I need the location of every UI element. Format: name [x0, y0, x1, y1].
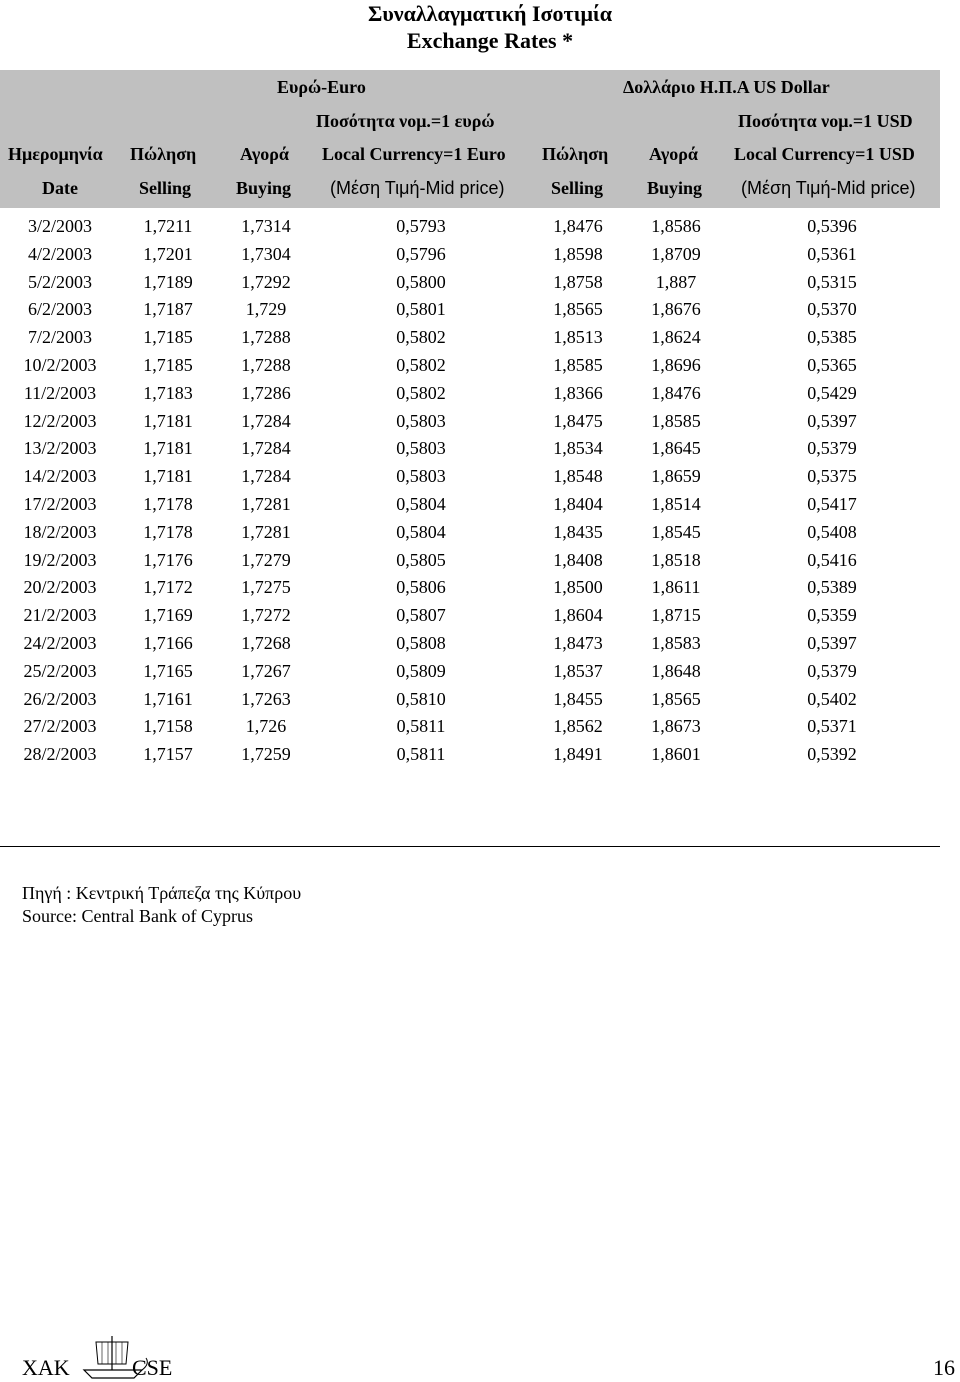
- euro-mid-price-cell: 0,5804: [396, 521, 446, 542]
- euro-mid-price-cell: 0,5793: [396, 216, 446, 236]
- euro-mid-price-cell: 0,5801: [396, 299, 446, 320]
- euro-mid-price-cell: 0,5809: [396, 660, 446, 681]
- usd-selling-cell: 1,8404: [553, 493, 603, 514]
- euro-buying-cell: 1,7279: [241, 549, 291, 570]
- euro-selling-cell: 1,7172: [143, 577, 193, 598]
- euro-mid-price-cell: 0,5808: [396, 632, 446, 653]
- table-row: [0, 435, 940, 463]
- euro-buying-cell: 1,7286: [241, 382, 291, 403]
- usd-buying-cell: 1,8514: [651, 493, 701, 514]
- euro-buying-cell: 1,726: [245, 716, 287, 737]
- euro-mid-price-cell: 0,5803: [396, 438, 446, 459]
- usd-selling-cell: 1,8758: [553, 271, 603, 292]
- usd-buying-cell: 1,8586: [651, 216, 701, 236]
- usd-mid-price-cell: 0,5389: [807, 577, 857, 598]
- euro-local-currency-header: Local Currency=1 Euro: [322, 144, 506, 164]
- usd-buying-cell: 1,8676: [651, 299, 701, 320]
- table-row: [0, 296, 940, 324]
- usd-buying-cell: 1,8518: [651, 549, 701, 570]
- euro-selling-cell: 1,7166: [143, 632, 193, 653]
- euro-mid-price-cell: 0,5803: [396, 466, 446, 487]
- page-title-greek: Συναλλαγματική Ισοτιμία: [367, 1, 613, 26]
- table-row: [0, 324, 940, 352]
- usd-selling-cell: 1,8473: [553, 632, 603, 653]
- date-header-greek: Ημερομηνία: [8, 144, 103, 164]
- date-cell: 6/2/2003: [27, 299, 93, 320]
- date-cell: 17/2/2003: [23, 493, 97, 514]
- usd-mid-price-cell: 0,5365: [807, 354, 857, 375]
- euro-selling-cell: 1,7181: [143, 410, 193, 431]
- date-cell: 13/2/2003: [23, 438, 97, 459]
- euro-buying-cell: 1,7259: [241, 744, 291, 765]
- usd-buying-cell: 1,8545: [651, 521, 701, 542]
- euro-buying-cell: 1,7263: [241, 688, 291, 709]
- usd-buying-cell: 1,8583: [651, 632, 701, 653]
- table-row: [0, 547, 940, 575]
- euro-mid-price-cell: 0,5804: [396, 493, 446, 514]
- date-cell: 10/2/2003: [23, 354, 97, 375]
- euro-selling-cell: 1,7165: [143, 660, 193, 681]
- usd-buying-cell: 1,8624: [651, 327, 701, 348]
- usd-buying-cell: 1,8715: [651, 605, 701, 626]
- usd-group-header: Δολλάριο Η.Π.Α US Dollar: [623, 77, 830, 97]
- table-row: [0, 602, 940, 630]
- usd-buying-cell: 1,8611: [651, 577, 701, 598]
- euro-selling-cell: 1,7187: [143, 299, 193, 320]
- usd-selling-cell: 1,8455: [553, 688, 603, 709]
- usd-buying-cell: 1,8645: [651, 438, 701, 459]
- source-english: Source: Central Bank of Cyprus: [22, 906, 253, 926]
- euro-mid-price-cell: 0,5811: [396, 744, 446, 765]
- euro-selling-cell: 1,7181: [143, 438, 193, 459]
- table-row: [0, 380, 940, 408]
- page-title-english: Exchange Rates *: [406, 28, 574, 53]
- euro-selling-cell: 1,7185: [143, 327, 193, 348]
- usd-mid-price-cell: 0,5375: [807, 466, 857, 487]
- usd-mid-price-cell: 0,5416: [807, 549, 857, 570]
- usd-mid-price-cell: 0,5396: [807, 216, 857, 236]
- euro-buying-cell: 1,7281: [241, 493, 291, 514]
- euro-selling-cell: 1,7157: [143, 744, 193, 765]
- euro-group-header: Ευρώ-Euro: [277, 77, 366, 97]
- date-cell: 28/2/2003: [23, 744, 97, 765]
- usd-selling-header-english: Selling: [551, 178, 604, 198]
- euro-selling-cell: 1,7211: [143, 216, 193, 236]
- date-cell: 19/2/2003: [23, 549, 97, 570]
- euro-mid-price-cell: 0,5806: [396, 577, 446, 598]
- euro-selling-cell: 1,7181: [143, 466, 193, 487]
- euro-mid-price-cell: 0,5802: [396, 382, 446, 403]
- date-cell: 14/2/2003: [23, 466, 97, 487]
- usd-mid-price-cell: 0,5385: [807, 327, 857, 348]
- usd-mid-price-cell: 0,5397: [807, 632, 857, 653]
- usd-mid-price-cell: 0,5371: [807, 716, 857, 737]
- euro-buying-header-english: Buying: [236, 178, 292, 198]
- usd-selling-cell: 1,8491: [553, 744, 603, 765]
- date-cell: 24/2/2003: [23, 632, 97, 653]
- euro-selling-cell: 1,7161: [143, 688, 193, 709]
- usd-mid-price-cell: 0,5392: [807, 744, 857, 765]
- euro-mid-price-cell: 0,5810: [396, 688, 446, 709]
- euro-selling-cell: 1,7176: [143, 549, 193, 570]
- usd-selling-cell: 1,8548: [553, 466, 603, 487]
- date-cell: 27/2/2003: [23, 716, 97, 737]
- usd-mid-price-cell: 0,5315: [807, 271, 857, 292]
- date-cell: 4/2/2003: [27, 243, 93, 264]
- euro-mid-price-cell: 0,5800: [396, 271, 446, 292]
- footnote-divider: [0, 846, 940, 847]
- date-cell: 25/2/2003: [23, 660, 97, 681]
- footer-logo-text-right: CSE: [132, 1355, 173, 1380]
- usd-mid-price-cell: 0,5359: [807, 605, 857, 626]
- usd-mid-price-cell: 0,5417: [807, 493, 857, 514]
- table-row: [0, 241, 940, 269]
- usd-selling-cell: 1,8534: [553, 438, 603, 459]
- date-cell: 7/2/2003: [27, 327, 93, 348]
- date-cell: 20/2/2003: [23, 577, 97, 598]
- source-greek: Πηγή : Κεντρική Τράπεζα της Κύπρου: [22, 883, 302, 903]
- euro-selling-cell: 1,7169: [143, 605, 193, 626]
- euro-mid-price-cell: 0,5811: [396, 716, 446, 737]
- table-row: [0, 741, 940, 769]
- euro-buying-cell: 1,7284: [241, 410, 291, 431]
- usd-mid-price-header: (Μέση Τιμή-Mid price): [741, 178, 916, 198]
- table-row: [0, 463, 940, 491]
- date-cell: 18/2/2003: [23, 521, 97, 542]
- table-row: [0, 630, 940, 658]
- usd-mid-price-cell: 0,5408: [807, 521, 857, 542]
- usd-selling-cell: 1,8435: [553, 521, 603, 542]
- usd-local-currency-header: Local Currency=1 USD: [734, 144, 915, 164]
- usd-selling-cell: 1,8500: [553, 577, 603, 598]
- page-number: 16: [933, 1355, 955, 1380]
- usd-mid-price-cell: 0,5402: [807, 688, 857, 709]
- table-row: [0, 574, 940, 602]
- euro-mid-price-cell: 0,5802: [396, 327, 446, 348]
- table-row: [0, 713, 940, 741]
- table-row: [0, 269, 940, 297]
- euro-selling-cell: 1,7189: [143, 271, 193, 292]
- date-cell: 21/2/2003: [23, 605, 97, 626]
- table-row: [0, 352, 940, 380]
- euro-buying-cell: 1,7284: [241, 466, 291, 487]
- date-cell: 11/2/2003: [23, 382, 97, 403]
- euro-buying-cell: 1,7284: [241, 438, 291, 459]
- euro-buying-cell: 1,7272: [241, 605, 291, 626]
- usd-buying-cell: 1,8696: [651, 354, 701, 375]
- usd-unit-label: Ποσότητα νομ.=1 USD: [738, 111, 913, 131]
- usd-buying-cell: 1,8648: [651, 660, 701, 681]
- euro-buying-cell: 1,7292: [241, 271, 291, 292]
- usd-selling-cell: 1,8565: [553, 299, 603, 320]
- usd-buying-cell: 1,887: [655, 271, 697, 292]
- usd-selling-cell: 1,8366: [553, 382, 603, 403]
- footer-logo-text-left: XAK: [22, 1355, 70, 1380]
- date-cell: 5/2/2003: [27, 271, 93, 292]
- euro-mid-price-cell: 0,5796: [396, 243, 446, 264]
- usd-mid-price-cell: 0,5361: [807, 243, 857, 264]
- usd-buying-cell: 1,8659: [651, 466, 701, 487]
- euro-buying-header-greek: Αγορά: [240, 144, 289, 164]
- usd-buying-cell: 1,8673: [651, 716, 701, 737]
- usd-selling-cell: 1,8585: [553, 354, 603, 375]
- euro-mid-price-cell: 0,5805: [396, 549, 446, 570]
- usd-selling-cell: 1,8476: [553, 216, 603, 236]
- euro-buying-cell: 1,7304: [241, 243, 291, 264]
- euro-buying-cell: 1,7288: [241, 327, 291, 348]
- usd-selling-cell: 1,8475: [553, 410, 603, 431]
- euro-buying-cell: 1,7314: [241, 216, 291, 236]
- euro-buying-cell: 1,7268: [241, 632, 291, 653]
- euro-buying-cell: 1,7281: [241, 521, 291, 542]
- euro-mid-price-cell: 0,5802: [396, 354, 446, 375]
- euro-selling-cell: 1,7183: [143, 382, 193, 403]
- usd-buying-cell: 1,8585: [651, 410, 701, 431]
- usd-selling-cell: 1,8604: [553, 605, 603, 626]
- euro-selling-header-english: Selling: [139, 178, 192, 198]
- euro-selling-cell: 1,7201: [143, 243, 193, 264]
- usd-buying-cell: 1,8709: [651, 243, 701, 264]
- table-header: [0, 70, 940, 208]
- usd-selling-cell: 1,8513: [553, 327, 603, 348]
- euro-buying-cell: 1,7288: [241, 354, 291, 375]
- date-cell: 12/2/2003: [23, 410, 97, 431]
- usd-selling-cell: 1,8537: [553, 660, 603, 681]
- euro-mid-price-header: (Μέση Τιμή-Mid price): [330, 178, 505, 198]
- euro-selling-cell: 1,7178: [143, 521, 193, 542]
- euro-mid-price-cell: 0,5807: [396, 605, 446, 626]
- usd-mid-price-cell: 0,5429: [807, 382, 857, 403]
- usd-selling-cell: 1,8408: [553, 549, 603, 570]
- euro-buying-cell: 1,729: [245, 299, 287, 320]
- table-row: [0, 519, 940, 547]
- date-cell: 26/2/2003: [23, 688, 97, 709]
- usd-selling-header-greek: Πώληση: [542, 144, 609, 164]
- euro-selling-cell: 1,7185: [143, 354, 193, 375]
- usd-selling-cell: 1,8598: [553, 243, 603, 264]
- table-row: [0, 658, 940, 686]
- euro-buying-cell: 1,7275: [241, 577, 291, 598]
- usd-buying-cell: 1,8601: [651, 744, 701, 765]
- usd-mid-price-cell: 0,5397: [807, 410, 857, 431]
- usd-mid-price-cell: 0,5379: [807, 660, 857, 681]
- usd-buying-cell: 1,8476: [651, 382, 701, 403]
- usd-mid-price-cell: 0,5379: [807, 438, 857, 459]
- euro-selling-cell: 1,7158: [143, 716, 193, 737]
- usd-buying-header-english: Buying: [647, 178, 703, 198]
- euro-selling-header-greek: Πώληση: [130, 144, 197, 164]
- date-cell: 3/2/2003: [27, 216, 93, 236]
- usd-mid-price-cell: 0,5370: [807, 299, 857, 320]
- table-row: [0, 686, 940, 714]
- usd-buying-header-greek: Αγορά: [649, 144, 698, 164]
- euro-buying-cell: 1,7267: [241, 660, 291, 681]
- table-row: [0, 408, 940, 436]
- table-row: [0, 213, 940, 241]
- euro-mid-price-cell: 0,5803: [396, 410, 446, 431]
- usd-buying-cell: 1,8565: [651, 688, 701, 709]
- date-header-english: Date: [42, 178, 78, 198]
- euro-selling-cell: 1,7178: [143, 493, 193, 514]
- table-row: [0, 491, 940, 519]
- usd-selling-cell: 1,8562: [553, 716, 603, 737]
- rates-table-body: [0, 213, 940, 769]
- euro-unit-label: Ποσότητα νομ.=1 ευρώ: [316, 111, 495, 131]
